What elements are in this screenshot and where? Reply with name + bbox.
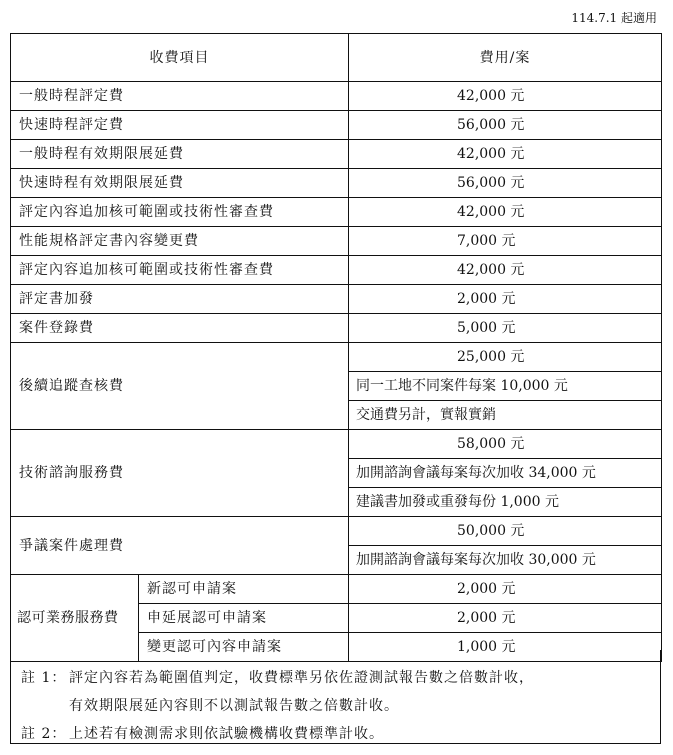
permit-item-label: 新認可申請案 [139,575,349,604]
table-row [11,314,662,343]
table-row [11,575,662,604]
table-row [11,111,662,140]
fee-value: 25,000 元 [349,343,662,372]
fee-value: 56,000 元 [349,169,662,198]
table-row [11,82,662,111]
note-2 [21,720,660,748]
notes-box [10,650,661,744]
fee-value: 50,000 元 [349,517,662,546]
table-row [11,285,662,314]
fee-table [10,33,662,662]
group-label-consulting: 技術諮詢服務費 [11,430,349,517]
fee-value: 5,000 元 [349,314,662,343]
fee-item-label: 性能規格評定書內容變更費 [11,227,349,256]
table-row [11,227,662,256]
fee-value: 1,000 元 [349,633,662,662]
fee-item-label: 一般時程評定費 [11,82,349,111]
header-item: 收費項目 [11,34,349,82]
table-row [11,169,662,198]
fee-detail: 建議書加發或重發每份 1,000 元 [349,488,662,517]
effective-date: 114.7.1 起適用 [571,11,657,25]
fee-value: 56,000 元 [349,111,662,140]
fee-detail: 加開諮詢會議每案每次加收 30,000 元 [349,546,662,575]
note-tag: 註 1： [21,670,67,686]
fee-value: 7,000 元 [349,227,662,256]
fee-item-label: 快速時程有效期限展延費 [11,169,349,198]
table-row [11,430,662,459]
table-row [11,517,662,546]
note-1 [21,664,660,720]
group-label-tracking: 後續追蹤查核費 [11,343,349,430]
fee-item-label: 案件登錄費 [11,314,349,343]
fee-detail: 加開諮詢會議每案每次加收 34,000 元 [349,459,662,488]
fee-detail: 交通費另計，實報實銷 [349,401,662,430]
fee-detail: 同一工地不同案件每案 10,000 元 [349,372,662,401]
fee-value: 2,000 元 [349,285,662,314]
fee-item-label: 評定內容追加核可範圍或技術性審查費 [11,256,349,285]
fee-item-label: 評定內容追加核可範圍或技術性審查費 [11,198,349,227]
header-fee: 費用/案 [349,34,662,82]
table-header-row [11,34,662,82]
note-line: 評定內容若為範圍值判定，收費標準另依佐證測試報告數之倍數計收， [69,670,534,686]
fee-value: 42,000 元 [349,256,662,285]
note-body [69,720,660,748]
fee-value: 42,000 元 [349,198,662,227]
permit-item-label: 變更認可內容申請案 [139,633,349,662]
fee-item-label: 評定書加發 [11,285,349,314]
group-label-permit: 認可業務服務費 [11,575,139,662]
note-tag: 註 2： [21,726,67,742]
note-line: 上述若有檢測需求則依試驗機構收費標準計收。 [69,726,384,742]
fee-item-label: 快速時程評定費 [11,111,349,140]
table-row [11,343,662,372]
fee-value: 42,000 元 [349,140,662,169]
fee-value: 58,000 元 [349,430,662,459]
table-row [11,140,662,169]
table-row [11,198,662,227]
permit-item-label: 申延展認可申請案 [139,604,349,633]
fee-value: 2,000 元 [349,604,662,633]
fee-item-label: 一般時程有效期限展延費 [11,140,349,169]
table-row [11,256,662,285]
fee-value: 2,000 元 [349,575,662,604]
note-line: 有效期限展延內容則不以測試報告數之倍數計收。 [69,698,399,714]
fee-value: 42,000 元 [349,82,662,111]
note-body [69,664,660,720]
group-label-dispute: 爭議案件處理費 [11,517,349,575]
